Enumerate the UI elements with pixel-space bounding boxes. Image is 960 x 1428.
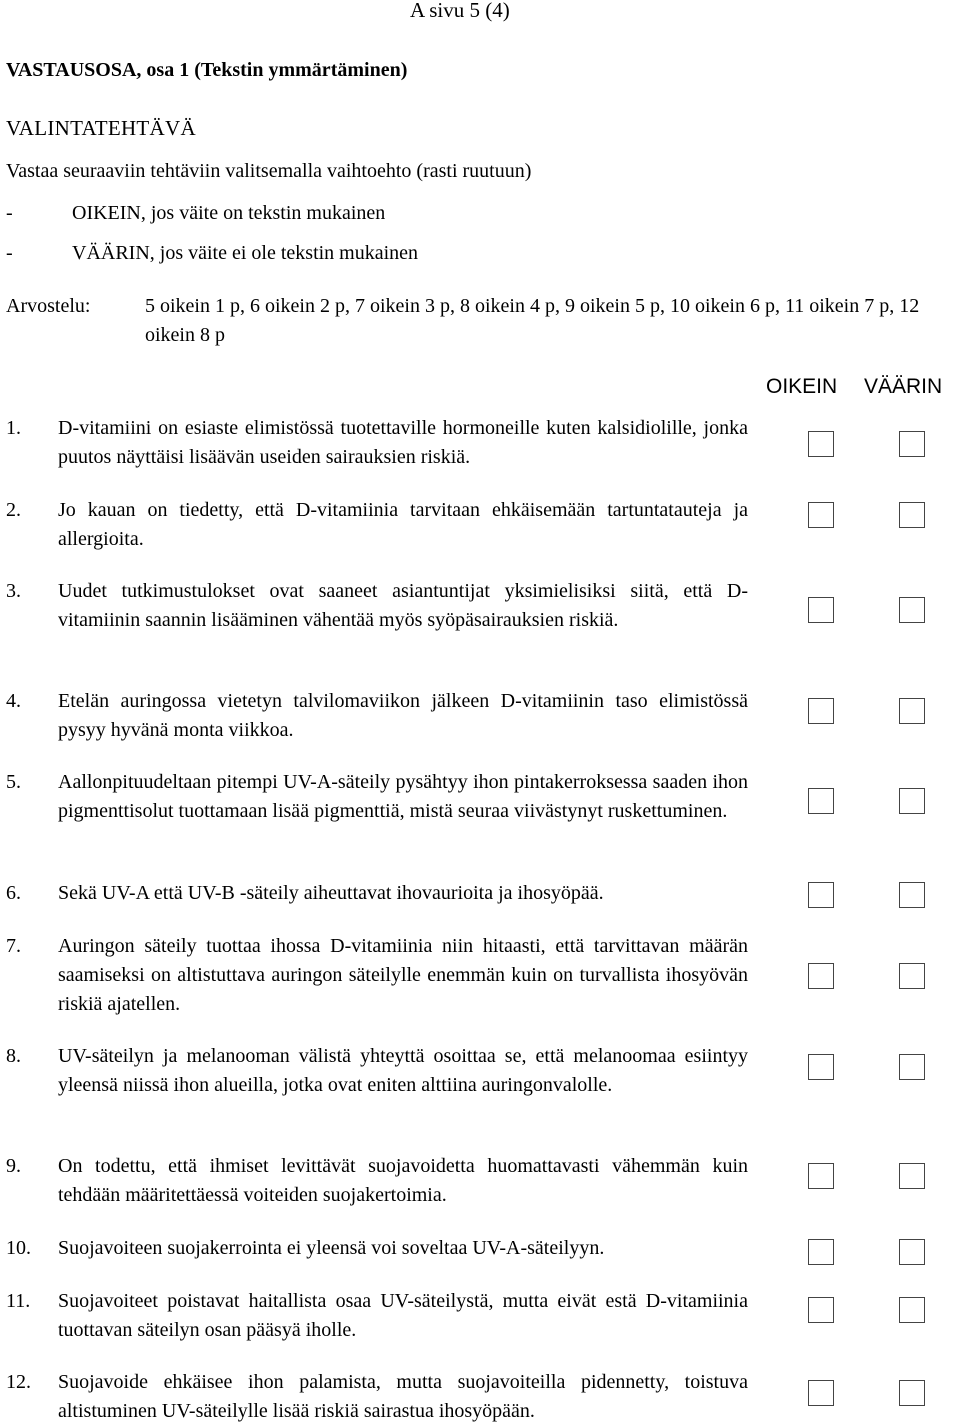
wrong-checkbox[interactable] (899, 1239, 925, 1265)
question-number: 1. (6, 417, 21, 439)
wrong-checkbox[interactable] (899, 698, 925, 724)
option-text: VÄÄRIN, jos väite ei ole tekstin mukainen (72, 242, 419, 264)
question-number: 10. (6, 1237, 31, 1259)
question-text: Auringon säteily tuottaa ihossa D-vitamiinia niin hitaasti, että tarvittavan määrän saamiseksi on altistuttava auringon säteilylle enemmän kuin on turvallista ihosyövän riskiä ajatellen. (58, 935, 748, 1015)
question-number: 8. (6, 1045, 21, 1067)
wrong-checkbox[interactable] (899, 1297, 925, 1323)
wrong-checkbox[interactable] (899, 1163, 925, 1189)
correct-checkbox[interactable] (808, 502, 834, 528)
wrong-checkbox[interactable] (899, 963, 925, 989)
correct-checkbox[interactable] (808, 698, 834, 724)
correct-checkbox[interactable] (808, 431, 834, 457)
task-title: VALINTATEHTÄVÄ (6, 116, 196, 140)
question-text: On todettu, että ihmiset levittävät suojavoidetta huomattavasti vähemmän kuin tehdään määritettäessä voiteiden suojakertoimia. (58, 1155, 748, 1206)
question-text: Sekä UV-A että UV-B -säteily aiheuttavat ihovaurioita ja ihosyöpää. (58, 882, 604, 904)
question-number: 6. (6, 882, 21, 904)
question-text: Aallonpituudeltaan pitempi UV-A-säteily pysähtyy ihon pintakerroksessa saaden ihon pigmenttisolut tuottamaan lisää pigmenttiä, mistä seuraa viivästynyt ruskettuminen. (58, 771, 748, 822)
question-text: Suojavoiteet poistavat haitallista osaa UV-säteilystä, mutta eivät estä D-vitamiinia tuottavan säteilyn osan pääsyä iholle. (58, 1290, 748, 1341)
wrong-checkbox[interactable] (899, 431, 925, 457)
correct-checkbox[interactable] (808, 788, 834, 814)
question-number: 11. (6, 1290, 31, 1312)
question-number: 4. (6, 690, 21, 712)
correct-checkbox[interactable] (808, 1239, 834, 1265)
correct-checkbox[interactable] (808, 882, 834, 908)
option-text: OIKEIN, jos väite on tekstin mukainen (72, 202, 386, 224)
grading-text: 5 oikein 1 p, 6 oikein 2 p, 7 oikein 3 p, 8 oikein 4 p, 9 oikein 5 p, 10 oikein 6 p, 11 oikein 7 p, 12 oikein 8 p (145, 295, 920, 346)
correct-checkbox[interactable] (808, 1380, 834, 1406)
column-header-correct: OIKEIN (766, 375, 838, 398)
question-number: 5. (6, 771, 21, 793)
question-number: 9. (6, 1155, 21, 1177)
wrong-checkbox[interactable] (899, 1380, 925, 1406)
grading-label: Arvostelu: (6, 295, 91, 317)
correct-checkbox[interactable] (808, 1054, 834, 1080)
question-text: Suojavoiteen suojakerrointa ei yleensä voi soveltaa UV-A-säteilyyn. (58, 1237, 605, 1259)
question-text: Suojavoide ehkäisee ihon palamista, mutta suojavoiteilla pidennetty, toistuva altistuminen UV-säteilylle lisää riskiä sairastua ihosyöpään. (58, 1371, 748, 1422)
correct-checkbox[interactable] (808, 963, 834, 989)
question-text: Etelän auringossa vietetyn talvilomaviikon jälkeen D-vitamiinin taso elimistössä pysyy hyvänä monta viikkoa. (58, 690, 748, 741)
question-number: 3. (6, 580, 21, 602)
correct-checkbox[interactable] (808, 1297, 834, 1323)
question-text: Uudet tutkimustulokset ovat saaneet asiantuntijat yksimielisiksi siitä, että D-vitamiinin saannin lisääminen vähentää myös syöpäsairauksien riskiä. (58, 580, 748, 631)
wrong-checkbox[interactable] (899, 788, 925, 814)
question-number: 7. (6, 935, 21, 957)
question-text: Jo kauan on tiedetty, että D-vitamiinia tarvitaan ehkäisemään tartuntatauteja ja allergioita. (58, 499, 748, 550)
wrong-checkbox[interactable] (899, 882, 925, 908)
page-number: A sivu 5 (4) (410, 0, 510, 22)
column-header-wrong: VÄÄRIN (864, 375, 943, 398)
question-number: 12. (6, 1371, 31, 1393)
option-dash: - (6, 202, 13, 224)
option-wrong (6, 239, 418, 268)
correct-checkbox[interactable] (808, 1163, 834, 1189)
wrong-checkbox[interactable] (899, 1054, 925, 1080)
instruction-text: Vastaa seuraaviin tehtäviin valitsemalla vaihtoehto (rasti ruutuun) (6, 160, 532, 182)
question-text: D-vitamiini on esiaste elimistössä tuotettaville hormoneille kuten kalsidiolille, jonka puutos näyttäisi lisäävän useiden sairauksien riskiä. (58, 417, 748, 468)
wrong-checkbox[interactable] (899, 597, 925, 623)
option-dash: - (6, 242, 13, 264)
section-title: VASTAUSOSA, osa 1 (Tekstin ymmärtäminen) (6, 59, 408, 81)
correct-checkbox[interactable] (808, 597, 834, 623)
wrong-checkbox[interactable] (899, 502, 925, 528)
question-number: 2. (6, 499, 21, 521)
question-text: UV-säteilyn ja melanooman välistä yhteyttä osoittaa se, että melanoomaa esiintyy yleensä niissä ihon alueilla, jotka ovat eniten alttiina auringonvalolle. (58, 1045, 748, 1096)
option-correct (6, 199, 385, 228)
